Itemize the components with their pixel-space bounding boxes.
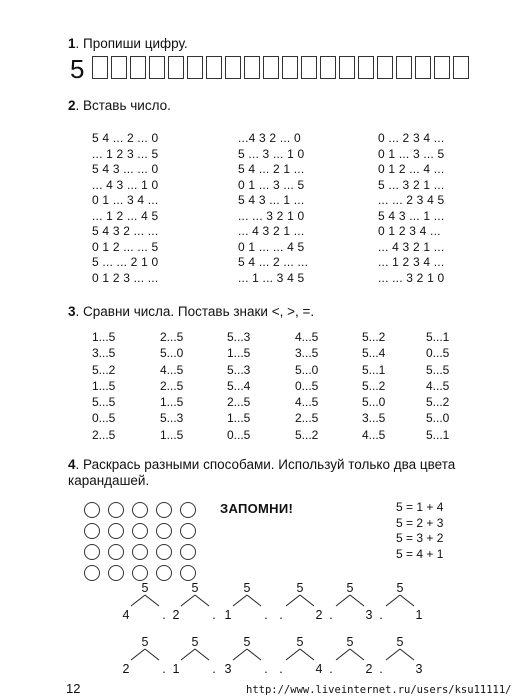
sequence-row: ... 4 3 2 1 ... <box>378 239 445 254</box>
sequence-row: 0 1 ... 3 ... 5 <box>238 177 305 192</box>
bond-part-left[interactable]: . <box>379 662 383 676</box>
coloring-circle[interactable] <box>84 502 100 518</box>
coloring-circle[interactable] <box>132 523 148 539</box>
number-bond <box>123 635 166 676</box>
bond-whole: 5 <box>396 581 404 595</box>
bond-branch <box>195 595 209 606</box>
writing-cell[interactable] <box>225 56 241 79</box>
writing-cell[interactable] <box>320 56 336 79</box>
sequence-row: 5 4 3 ... 1 ... <box>238 193 305 207</box>
compare-pair[interactable]: 4...5 <box>295 395 319 410</box>
number-bond <box>173 581 216 622</box>
writing-cell[interactable] <box>396 56 412 79</box>
bond-whole: 5 <box>141 581 149 595</box>
sequence-row: 0 1 ... 3 ... 5 <box>378 146 445 161</box>
compare-pair[interactable]: 5...5 <box>92 395 116 410</box>
compare-pair[interactable]: 2...5 <box>160 330 184 344</box>
sequence-row: ... ... 3 2 1 0 <box>238 208 305 223</box>
compare-pair[interactable]: 5...2 <box>362 330 386 344</box>
number-composition-list <box>396 500 443 562</box>
compare-pair[interactable]: 4...5 <box>362 427 386 442</box>
writing-cell[interactable] <box>339 56 355 79</box>
compare-column <box>295 329 318 443</box>
compare-pair[interactable]: 3...5 <box>362 411 386 426</box>
number-bond <box>123 581 166 622</box>
compare-pair[interactable]: 0...5 <box>227 427 251 442</box>
writing-cell[interactable] <box>206 56 222 79</box>
bond-part-right[interactable]: . <box>162 662 166 676</box>
source-url: http://www.liveinternet.ru/users/ksu11111/ <box>246 684 512 696</box>
writing-cell[interactable] <box>415 56 431 79</box>
bond-branch <box>131 595 145 606</box>
bond-whole: 5 <box>396 635 404 649</box>
task-4-number: 4 <box>68 457 76 472</box>
compare-pair[interactable]: 5...2 <box>362 378 386 393</box>
writing-cell[interactable] <box>263 56 279 79</box>
sequence-column-1 <box>92 131 158 286</box>
sequence-row: 5 4 ... 2 1 ... <box>238 162 305 176</box>
compare-pair[interactable]: 5...4 <box>362 346 386 361</box>
composition-equation: 5 = 2 + 3 <box>396 515 444 530</box>
compare-pair[interactable]: 5...0 <box>362 395 386 410</box>
compare-pair[interactable]: 1...5 <box>160 395 184 410</box>
bond-part-left[interactable]: . <box>329 608 333 622</box>
number-bond <box>225 581 268 622</box>
sequence-row: ... 4 3 ... 1 0 <box>92 177 159 192</box>
compare-pair[interactable]: 2...5 <box>92 427 116 442</box>
compare-pair[interactable]: 5...3 <box>227 362 251 377</box>
compare-pair[interactable]: 5...0 <box>426 411 450 426</box>
bond-part-left[interactable]: . <box>279 662 283 676</box>
writing-cell[interactable] <box>301 56 317 79</box>
bond-whole: 5 <box>243 581 251 595</box>
sequence-row: 0 1 ... 3 4 ... <box>92 193 159 207</box>
bond-whole: 5 <box>141 635 149 649</box>
compare-pair[interactable]: 4...5 <box>426 378 450 393</box>
sequence-column-3 <box>378 131 444 286</box>
number-bond-trees <box>0 570 520 680</box>
writing-cell[interactable] <box>434 56 450 79</box>
coloring-circle[interactable] <box>84 544 100 560</box>
task-4-title <box>68 457 455 472</box>
bond-branch <box>145 595 159 606</box>
sequence-row: 5 4 3 2 ... ... <box>92 224 159 238</box>
compare-column <box>426 329 449 443</box>
bond-branch <box>181 649 195 660</box>
bond-part-right[interactable]: . <box>212 662 216 676</box>
bond-whole: 5 <box>243 635 251 649</box>
sequence-row: 5 4 3 ... ... 0 <box>92 162 159 176</box>
sample-digit: 5 <box>70 54 85 84</box>
compare-pair[interactable]: 5...0 <box>295 362 319 377</box>
bond-branch <box>286 649 300 660</box>
compare-pair[interactable]: 5...0 <box>160 346 184 361</box>
bond-part-right[interactable]: 4 <box>315 662 323 676</box>
bond-branch <box>181 595 195 606</box>
compare-pair[interactable]: 0...5 <box>92 411 116 426</box>
number-bond <box>279 581 322 622</box>
writing-cell[interactable] <box>168 56 184 79</box>
coloring-circle[interactable] <box>180 523 196 539</box>
compare-pair[interactable]: 5...1 <box>362 362 386 377</box>
task-3-title <box>68 304 314 319</box>
compare-pair[interactable]: 5...1 <box>426 330 450 344</box>
writing-cell[interactable] <box>377 56 393 79</box>
number-bond <box>379 635 422 676</box>
sequence-row: 0 1 2 3 4 ... <box>378 224 441 238</box>
composition-equation: 5 = 3 + 2 <box>396 531 444 546</box>
task-1-title <box>68 36 188 51</box>
bond-part-left[interactable]: . <box>329 662 333 676</box>
writing-cell[interactable] <box>92 56 108 79</box>
bond-branch <box>233 595 247 606</box>
compare-pair[interactable]: 5...2 <box>295 427 319 442</box>
bond-part-right[interactable]: 2 <box>315 608 323 622</box>
bond-branch <box>336 595 350 606</box>
task-3-number: 3 <box>68 304 76 319</box>
bond-branch <box>336 649 350 660</box>
bond-branch <box>300 595 314 606</box>
coloring-circle[interactable] <box>84 523 100 539</box>
compare-pair[interactable]: 5...2 <box>426 395 450 410</box>
compare-column <box>362 329 385 443</box>
bond-whole: 5 <box>191 635 199 649</box>
task-1-text: . Пропиши цифру. <box>75 36 188 51</box>
bond-part-right[interactable]: 3 <box>365 608 373 622</box>
bond-branch <box>386 595 400 606</box>
compare-pair[interactable]: 5...3 <box>160 411 184 426</box>
compare-pair[interactable]: 5...4 <box>227 378 251 393</box>
coloring-circle[interactable] <box>132 502 148 518</box>
compare-pair[interactable]: 3...5 <box>92 346 116 361</box>
bond-branch <box>400 595 414 606</box>
number-bond <box>329 635 372 676</box>
sequence-column-2 <box>238 131 308 286</box>
coloring-circle[interactable] <box>156 523 172 539</box>
sequence-row: 5 ... ... 2 1 0 <box>92 255 159 269</box>
coloring-circle[interactable] <box>108 523 124 539</box>
bond-branch <box>300 649 314 660</box>
compare-pair[interactable]: 1...5 <box>227 346 251 361</box>
bond-branch <box>247 649 261 660</box>
writing-cell[interactable] <box>453 56 469 79</box>
coloring-circle[interactable] <box>156 544 172 560</box>
bond-part-left[interactable]: . <box>379 608 383 622</box>
number-bond <box>329 581 372 622</box>
sequence-row: 5 4 ... 2 ... ... <box>238 255 309 269</box>
bond-whole: 5 <box>346 635 354 649</box>
bond-whole: 5 <box>191 581 199 595</box>
sequence-row: ...4 3 2 ... 0 <box>238 131 301 145</box>
bond-branch <box>233 649 247 660</box>
bond-part-left[interactable]: 2 <box>172 608 180 622</box>
bond-branch <box>195 649 209 660</box>
compare-pair[interactable]: 1...5 <box>92 330 116 344</box>
coloring-circle[interactable] <box>108 544 124 560</box>
coloring-circle[interactable] <box>180 502 196 518</box>
compare-column <box>160 329 183 443</box>
writing-cell[interactable] <box>130 56 146 79</box>
writing-cell[interactable] <box>282 56 298 79</box>
compare-pair[interactable]: 1...5 <box>160 427 184 442</box>
compare-pair[interactable]: 2...5 <box>160 378 184 393</box>
compare-pair[interactable]: 0...5 <box>426 346 450 361</box>
task-2-number: 2 <box>68 98 76 113</box>
writing-cell[interactable] <box>149 56 165 79</box>
bond-part-left[interactable]: 2 <box>122 662 130 676</box>
bond-part-right[interactable]: 3 <box>415 662 423 676</box>
compare-pair[interactable]: 5...5 <box>426 362 450 377</box>
sequence-row: ... ... 3 2 1 0 <box>378 270 445 285</box>
bond-branch <box>286 595 300 606</box>
sequence-row: 0 1 2 ... ... 5 <box>92 239 159 254</box>
bond-part-right[interactable]: 1 <box>415 608 423 622</box>
bond-branch <box>400 649 414 660</box>
sequence-row: 0 ... 2 3 4 ... <box>378 131 445 145</box>
bond-part-left[interactable]: 1 <box>224 608 232 622</box>
bond-branch <box>350 649 364 660</box>
number-bond <box>173 635 216 676</box>
bond-part-right[interactable]: . <box>162 608 166 622</box>
bond-branch <box>247 595 261 606</box>
bond-part-right[interactable]: . <box>212 608 216 622</box>
compare-pair[interactable]: 2...5 <box>227 395 251 410</box>
sequence-row: 5 ... 3 ... 1 0 <box>238 146 305 161</box>
sequence-row: 0 1 2 ... 4 ... <box>378 162 445 176</box>
bond-branch <box>131 649 145 660</box>
bond-part-right[interactable]: 2 <box>365 662 373 676</box>
composition-equation: 5 = 1 + 4 <box>396 500 444 514</box>
task-3-text: . Сравни числа. Поставь знаки <, >, =. <box>75 304 315 319</box>
task-2-text: . Вставь число. <box>75 98 171 113</box>
bond-whole: 5 <box>296 635 304 649</box>
compare-column <box>227 329 250 443</box>
bond-branch <box>386 649 400 660</box>
writing-cell[interactable] <box>111 56 127 79</box>
compare-pair[interactable]: 5...3 <box>227 330 251 344</box>
bond-branch <box>350 595 364 606</box>
coloring-circle[interactable] <box>156 502 172 518</box>
coloring-circle[interactable] <box>132 544 148 560</box>
coloring-circle[interactable] <box>180 544 196 560</box>
bond-whole: 5 <box>296 581 304 595</box>
sequence-row: ... 4 3 2 1 ... <box>238 224 305 238</box>
bond-branch <box>145 649 159 660</box>
sequence-row: 5 4 ... 2 ... 0 <box>92 131 159 145</box>
compare-pair[interactable]: 5...1 <box>426 427 450 442</box>
bond-whole: 5 <box>346 581 354 595</box>
compare-pair[interactable]: 3...5 <box>295 346 319 361</box>
sequence-row: 0 1 2 3 ... ... <box>92 270 159 285</box>
compare-pair[interactable]: 2...5 <box>295 411 319 426</box>
sequence-row: 0 1 ... ... 4 5 <box>238 239 305 254</box>
sequence-row: ... 1 2 3 ... 5 <box>92 146 159 161</box>
number-bond <box>279 635 322 676</box>
coloring-circle[interactable] <box>108 502 124 518</box>
number-bond <box>225 635 268 676</box>
compare-pair[interactable]: 1...5 <box>92 378 116 393</box>
writing-cell[interactable] <box>187 56 203 79</box>
remember-heading: ЗАПОМНИ! <box>220 501 294 516</box>
writing-cell[interactable] <box>244 56 260 79</box>
sequence-row: 5 4 3 ... 1 ... <box>378 208 445 223</box>
compare-pair[interactable]: 1...5 <box>227 411 251 426</box>
writing-cell[interactable] <box>358 56 374 79</box>
page-number: 12 <box>66 681 81 696</box>
number-bond <box>379 581 422 622</box>
sequence-row: 5 ... 3 2 1 ... <box>378 177 445 192</box>
bond-part-left[interactable]: . <box>279 608 283 622</box>
task-4-text: . Раскрась разными способами. Используй только два цвета <box>75 457 456 472</box>
bond-part-left[interactable]: 3 <box>224 662 232 676</box>
compare-pair[interactable]: 0...5 <box>295 378 319 393</box>
sequence-row: ... 1 2 ... 4 5 <box>92 208 159 223</box>
bond-part-left[interactable]: 4 <box>122 608 130 622</box>
composition-equation: 5 = 4 + 1 <box>396 546 444 561</box>
compare-pair[interactable]: 4...5 <box>295 330 319 344</box>
task-4-text-continued: карандашей. <box>68 473 150 488</box>
sequence-row: ... 1 ... 3 4 5 <box>238 270 305 285</box>
compare-pair[interactable]: 5...2 <box>92 362 116 377</box>
writing-cells <box>92 56 472 79</box>
sequence-row: ... ... 2 3 4 5 <box>378 193 445 207</box>
compare-column <box>92 329 115 443</box>
bond-part-right[interactable]: . <box>264 662 268 676</box>
sequence-row: ... 1 2 3 4 ... <box>378 255 445 269</box>
task-1-number: 1 <box>68 36 76 51</box>
task-2-title <box>68 98 171 113</box>
compare-pair[interactable]: 4...5 <box>160 362 184 377</box>
bond-part-left[interactable]: 1 <box>172 662 180 676</box>
bond-part-right[interactable]: . <box>264 608 268 622</box>
